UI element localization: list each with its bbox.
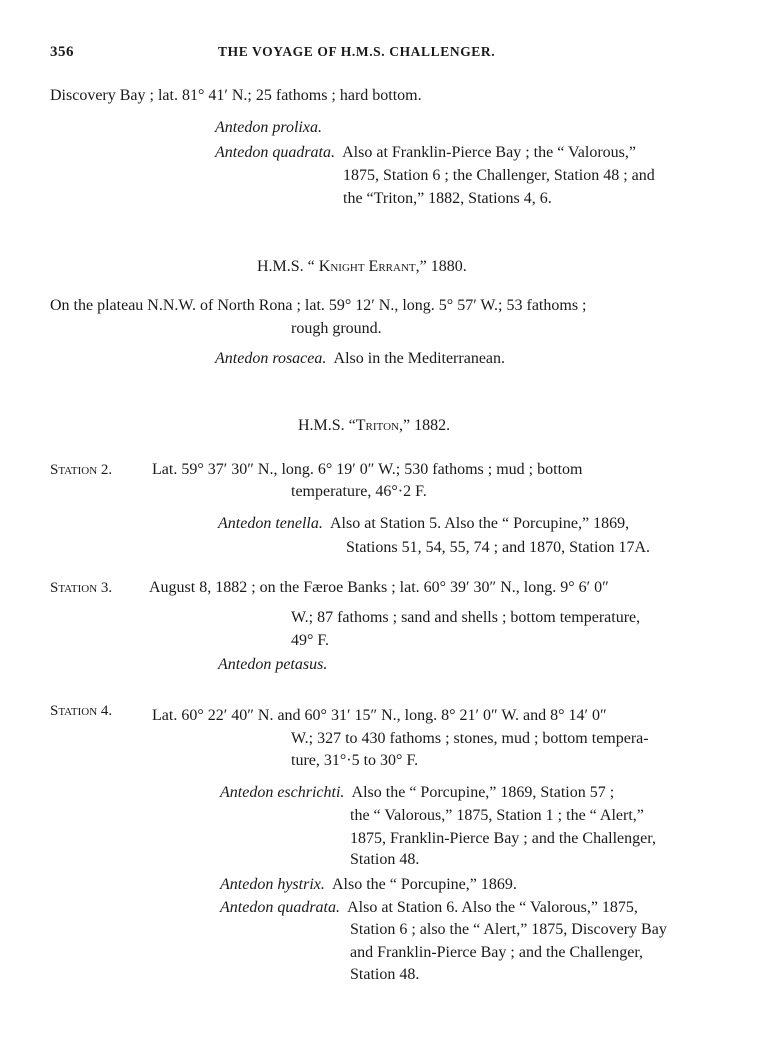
species-name: Antedon tenella. — [218, 515, 323, 532]
species-note-line: and Franklin-Pierce Bay ; and the Challenger, — [350, 944, 644, 961]
station-description-cont: W.; 87 fathoms ; sand and shells ; bottom temperature, — [291, 609, 641, 626]
species-entry — [220, 875, 517, 895]
species-note: Also at Station 6. Also the “ Valorous,” 1875, — [347, 899, 638, 916]
locality-north-rona: On the plateau N.N.W. of North Rona ; lat. 59° 12′ N., long. 5° 57′ W.; 53 fathoms ; — [50, 297, 587, 314]
species-entry — [220, 898, 638, 918]
species-note: Also at Station 5. Also the “ Porcupine,” 1869, — [329, 515, 630, 532]
species-note: Also the “ Porcupine,” 1869. — [332, 876, 517, 893]
station-description-cont: temperature, 46°·2 F. — [291, 483, 427, 500]
station-description-cont: W.; 327 to 430 fathoms ; stones, mud ; bottom tempera- — [291, 730, 649, 747]
species-note-line: Station 48. — [350, 851, 420, 868]
species-name: Antedon petasus. — [218, 656, 328, 673]
locality-north-rona-cont: rough ground. — [291, 320, 382, 337]
species-entry — [220, 783, 614, 803]
species-entry — [215, 118, 322, 138]
page-number: 356 — [50, 44, 74, 60]
station-description: Lat. 59° 37′ 30″ N., long. 6° 19′ 0″ W.; 530 fathoms ; mud ; bottom — [152, 461, 583, 478]
species-name: Antedon quadrata. — [215, 144, 335, 161]
locality-discovery-bay: Discovery Bay ; lat. 81° 41′ N.; 25 fathoms ; hard bottom. — [50, 87, 422, 104]
station-label: Station 4. — [50, 703, 113, 719]
species-note: Also the “ Porcupine,” 1869, Station 57 ; — [351, 784, 615, 801]
species-entry — [215, 143, 636, 163]
species-note-line: the “ Valorous,” 1875, Station 1 ; the “ Alert,” — [350, 807, 644, 824]
station-description: Lat. 60° 22′ 40″ N. and 60° 31′ 15″ N., long. 8° 21′ 0″ W. and 8° 14′ 0″ — [152, 707, 607, 724]
station-description: August 8, 1882 ; on the Færoe Banks ; lat. 60° 39′ 30″ N., long. 9° 6′ 0″ — [149, 579, 609, 596]
species-note-line: 1875, Station 6 ; the Challenger, Station 48 ; and — [343, 167, 655, 184]
species-name: Antedon rosacea. — [215, 350, 327, 367]
species-name: Antedon quadrata. — [220, 899, 340, 916]
section-heading-knight-errant: H.M.S. “ Knight Errant,” 1880. — [257, 258, 467, 275]
species-entry — [218, 514, 629, 534]
species-name: Antedon hystrix. — [220, 876, 325, 893]
species-entry — [215, 349, 505, 369]
station-label: Station 2. — [50, 462, 113, 478]
species-note-line: 1875, Franklin-Pierce Bay ; and the Challenger, — [350, 830, 656, 847]
species-note-line: Stations 51, 54, 55, 74 ; and 1870, Station 17A. — [346, 539, 650, 556]
running-title: THE VOYAGE OF H.M.S. CHALLENGER. — [218, 44, 496, 59]
species-note-line: Station 6 ; also the “ Alert,” 1875, Discovery Bay — [350, 921, 667, 938]
species-note: Also at Franklin-Pierce Bay ; the “ Valorous,” — [342, 144, 636, 161]
species-name: Antedon eschrichti. — [220, 784, 345, 801]
station-description-cont: 49° F. — [291, 632, 330, 649]
species-note-line: the “Triton,” 1882, Stations 4, 6. — [343, 190, 552, 207]
species-name: Antedon prolixa. — [215, 119, 322, 136]
species-note-line: Station 48. — [350, 966, 420, 983]
station-label: Station 3. — [50, 580, 113, 596]
species-note: Also in the Mediterranean. — [333, 350, 506, 367]
species-entry — [218, 655, 327, 675]
station-description-cont: ture, 31°·5 to 30° F. — [291, 752, 419, 769]
section-heading-triton: H.M.S. “Triton,” 1882. — [298, 417, 451, 434]
